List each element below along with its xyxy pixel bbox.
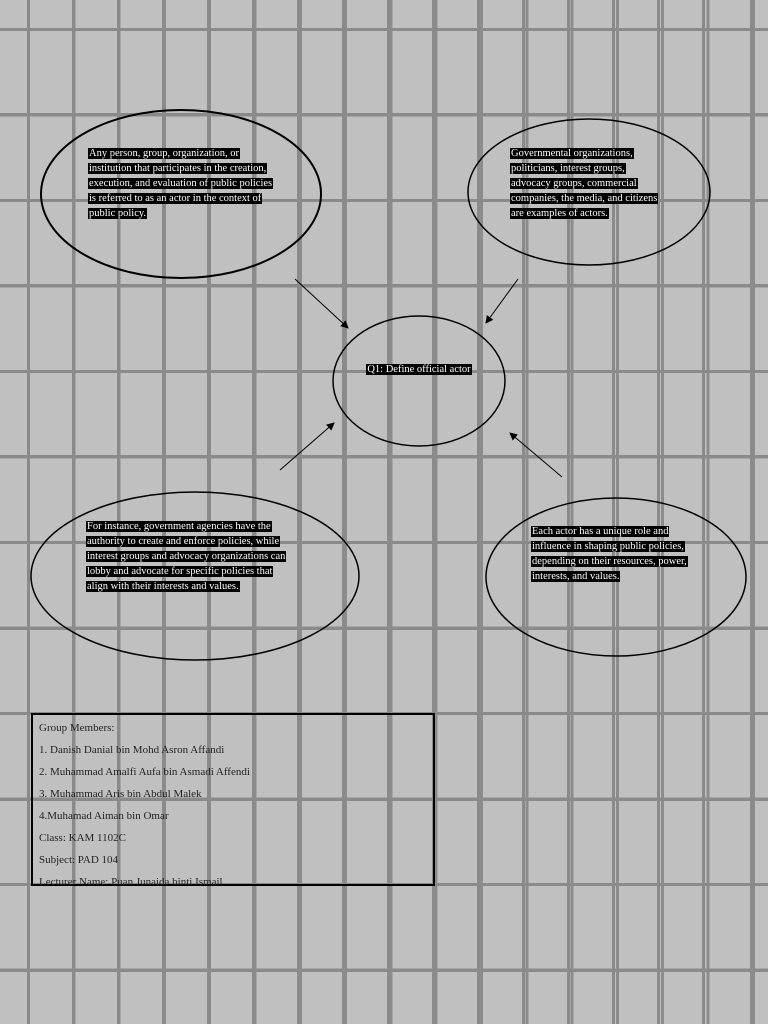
bubble-definition-text [88, 146, 278, 221]
member-1: 1. Danish Danial bin Mohd Asron Affandi [39, 744, 225, 756]
member-2: 2. Muhammad Amalfi Aufa bin Asmadi Affendi [39, 766, 250, 778]
bubble-role-text [531, 524, 703, 584]
center-question: Q1: Define official actor [367, 364, 471, 375]
role-text: Each actor has a unique role and influence in shaping public policies, depending on their resources, power, interests, and values. [532, 526, 687, 582]
arrow-role-to-center [510, 433, 562, 477]
center-node-text [362, 362, 476, 377]
examples-text: Governmental organizations, politicians, interest groups, advocacy groups, commercial companies, the media, and citizens are examples of actors. [511, 148, 658, 219]
instance-text: For instance, government agencies have the authority to create and enforce policies, while interest groups and advocacy organizations can lobby and advocate for specific policies that align with their interests and values. [87, 521, 286, 592]
subject-line: Subject: PAD 104 [39, 854, 119, 866]
lecturer-line: Lecturer Name: Puan Junaida binti Ismail [39, 876, 223, 888]
arrow-definition-to-center [295, 279, 348, 328]
arrow-examples-to-center [486, 279, 518, 323]
group-info-box [31, 713, 435, 886]
bubble-instance-text [86, 519, 292, 594]
definition-text: Any person, group, organization, or institution that participates in the creation, execution, and evaluation of public policies is referred to as an actor in the context of public policy. [89, 148, 273, 219]
class-line: Class: KAM 1102C [39, 832, 126, 844]
member-3: 3. Muhammad Aris bin Abdul Malek [39, 788, 202, 800]
arrow-instance-to-center [280, 423, 334, 470]
center-node-shape [333, 316, 505, 446]
group-members-heading: Group Members: [39, 722, 115, 734]
bubble-examples-text [510, 146, 665, 221]
member-4: 4.Muhamad Aiman bin Omar [39, 810, 169, 822]
